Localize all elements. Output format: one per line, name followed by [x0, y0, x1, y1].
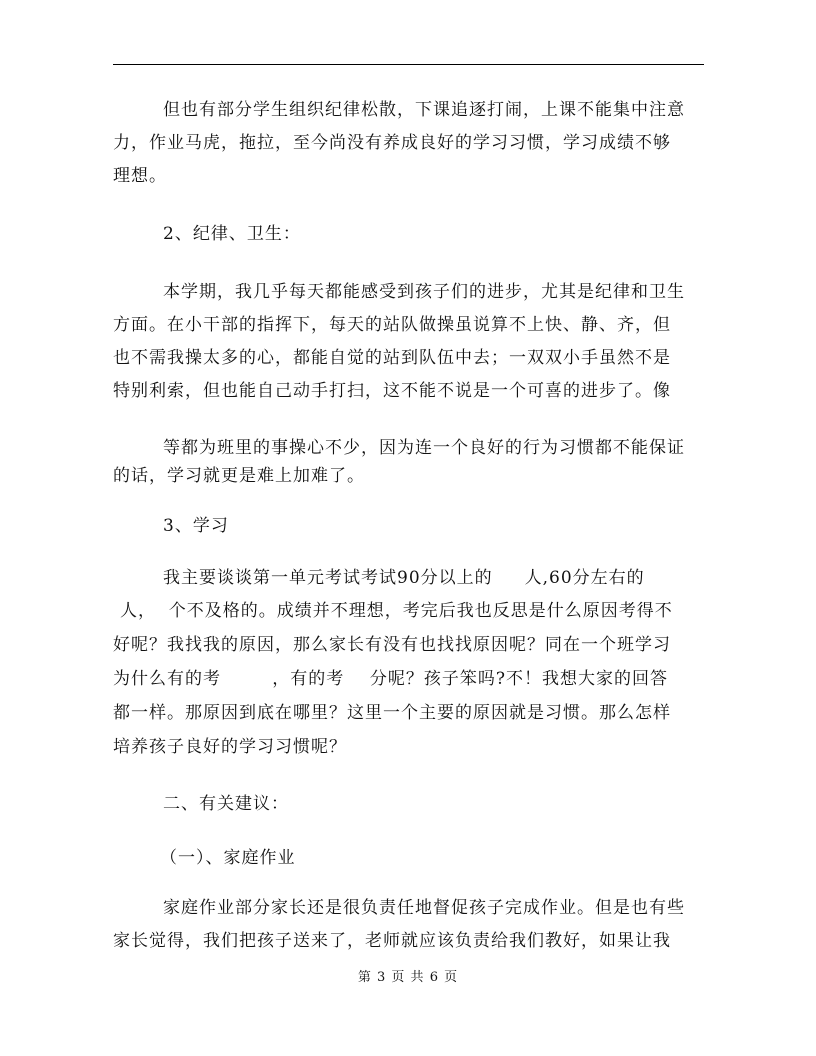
text-line: 我主要谈谈第一单元考试考试90分以上的 人,60分左右的: [163, 568, 645, 588]
text-line: 培养孩子良好的学习习惯呢？: [113, 737, 347, 757]
header-rule: [113, 64, 704, 65]
text-line: 的话，学习就更是难上加难了。: [113, 466, 365, 486]
text-line: 理想。: [113, 166, 167, 186]
page-number-footer: 第 3 页 共 6 页: [357, 970, 459, 985]
text-line: 都一样。那原因到底在哪里？这里一个主要的原因就是习惯。那么怎样: [113, 703, 671, 723]
text-line: 特别利索，但也能自己动手打扫，这不能不说是一个可喜的进步了。像: [113, 381, 671, 401]
section-heading: 二、有关建议：: [163, 794, 289, 814]
section-heading: 2、纪律、卫生：: [163, 224, 301, 244]
text-line: 本学期，我几乎每天都能感受到孩子们的进步，尤其是纪律和卫生: [163, 282, 685, 302]
section-heading: 3、学习: [163, 516, 229, 536]
text-line: 好呢？我找我的原因，那么家长有没有也找找原因呢？同在一个班学习: [113, 635, 671, 655]
text-line: 方面。在小干部的指挥下，每天的站队做操虽说算不上快、静、齐，但: [113, 315, 671, 335]
text-line: 力，作业马虎，拖拉，至今尚没有养成良好的学习习惯，学习成绩不够: [113, 133, 671, 153]
text-line: 人， 个不及格的。成绩并不理想，考完后我也反思是什么原因考得不: [120, 601, 673, 621]
text-line: 家庭作业部分家长还是很负责任地督促孩子完成作业。但是也有些: [163, 898, 685, 918]
subsection-heading: （一）、家庭作业: [160, 848, 296, 868]
text-line: 但也有部分学生组织纪律松散，下课追逐打闹，上课不能集中注意: [163, 100, 685, 120]
text-line: 家长觉得，我们把孩子送来了，老师就应该负责给我们教好，如果让我: [113, 931, 671, 951]
text-line: 等都为班里的事操心不少，因为连一个良好的行为习惯都不能保证: [163, 438, 685, 458]
text-line: 为什么有的考 ，有的考 分呢？孩子笨吗?不！我想大家的回答: [113, 669, 668, 689]
text-line: 也不需我操太多的心，都能自觉的站到队伍中去；一双双小手虽然不是: [113, 348, 671, 368]
